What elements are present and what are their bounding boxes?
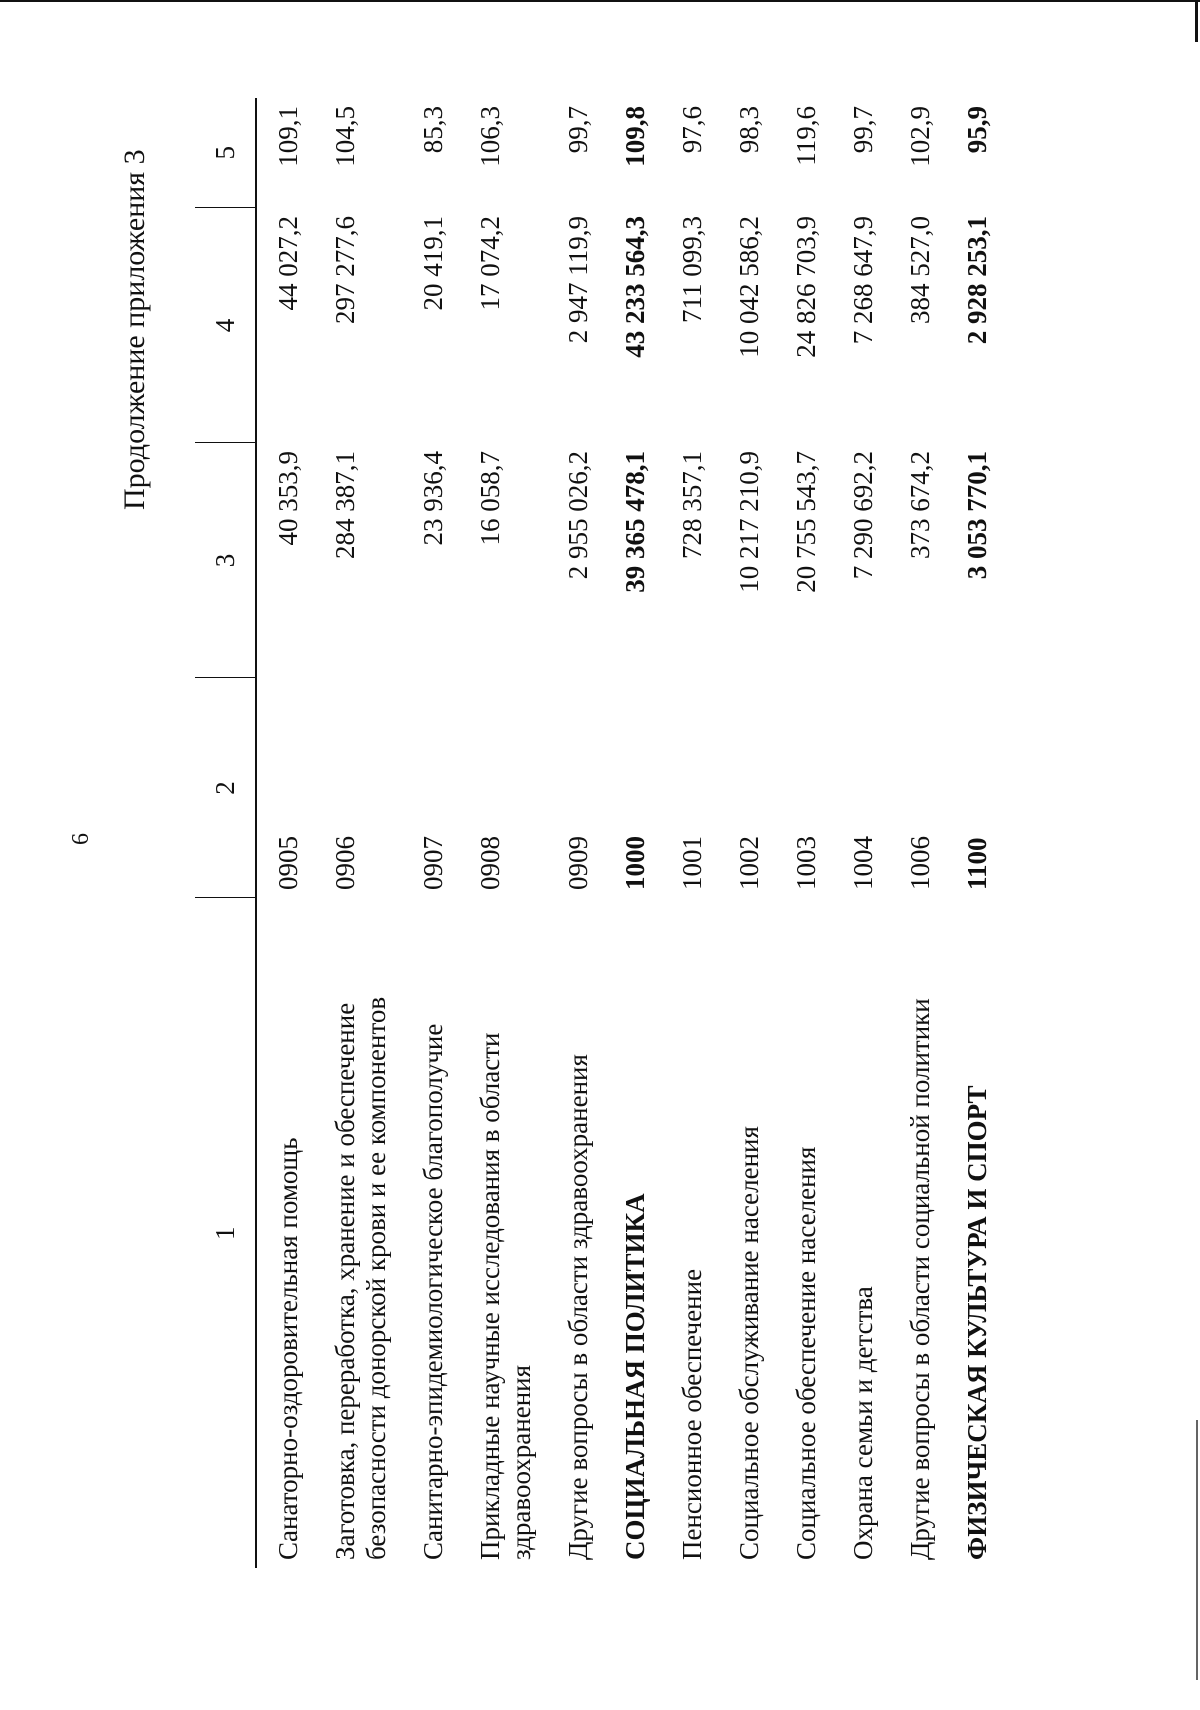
row-value-col4: 44 027,2 [273, 216, 303, 311]
row-value-col5: 109,8 [620, 106, 650, 167]
row-code: 1000 [620, 836, 650, 890]
row-name: Заготовка, переработка, хранение и обеспечение безопасности донорской крови и ее компонентов [330, 996, 391, 1560]
table-row [314, 98, 402, 1568]
row-value-col5: 99,7 [563, 106, 593, 154]
row-name: Другие вопросы в области социальной политики [905, 998, 935, 1560]
row-code: 0908 [475, 836, 505, 890]
row-code: 1100 [962, 837, 992, 890]
row-value-col4: 711 099,3 [677, 216, 707, 323]
row-value-col5: 119,6 [791, 106, 821, 166]
row-code: 1003 [791, 836, 821, 890]
row-value-col3: 2 955 026,2 [563, 451, 593, 580]
row-value-col4: 10 042 586,2 [734, 216, 764, 358]
row-name: СОЦИАЛЬНАЯ ПОЛИТИКА [620, 1193, 650, 1560]
row-value-col3: 284 387,1 [330, 451, 360, 559]
row-value-col4: 297 277,6 [330, 216, 360, 324]
row-code: 1006 [905, 836, 935, 890]
continuation-caption: Продолжение приложения 3 [118, 149, 151, 510]
row-name: Пенсионное обеспечение [677, 1268, 707, 1560]
row-name: Санитарно-эпидемиологическое благополучие [418, 1023, 448, 1560]
row-code: 0907 [418, 836, 448, 890]
table-row [604, 98, 661, 1568]
row-value-col3: 728 357,1 [677, 451, 707, 559]
row-value-col4: 24 826 703,9 [791, 216, 821, 358]
row-value-col4: 43 233 564,3 [620, 216, 650, 358]
header-row [195, 98, 256, 1568]
table-body [256, 98, 1003, 1568]
row-value-col3: 7 290 692,2 [848, 451, 878, 580]
row-value-col5: 95,9 [962, 106, 992, 154]
row-code: 1004 [848, 836, 878, 890]
row-value-col5: 109,1 [273, 106, 303, 167]
row-value-col3: 23 936,4 [418, 451, 448, 546]
row-value-col5: 99,7 [848, 106, 878, 154]
row-value-col4: 2 947 119,9 [563, 216, 593, 344]
row-value-col4: 20 419,1 [418, 216, 448, 311]
row-name: Санаторно-оздоровительная помощь [273, 1137, 303, 1560]
row-value-col4: 384 527,0 [905, 216, 935, 324]
row-value-col5: 98,3 [734, 106, 764, 154]
row-value-col3: 10 217 210,9 [734, 451, 764, 593]
row-name: Социальное обслуживание населения [734, 1126, 764, 1560]
row-name: Другие вопросы в области здравоохранения [563, 1054, 593, 1560]
row-code: 1001 [677, 836, 707, 890]
row-code: 0909 [563, 836, 593, 890]
row-value-col5: 97,6 [677, 106, 707, 154]
row-code: 0906 [330, 836, 360, 890]
table-row [402, 98, 459, 1568]
row-value-col3: 39 365 478,1 [620, 451, 650, 593]
table-row [946, 98, 1003, 1568]
header-col-5: 5 [195, 98, 256, 208]
row-name: Социальное обеспечение населения [791, 1146, 821, 1560]
row-value-col5: 85,3 [418, 106, 448, 154]
table-row [547, 98, 604, 1568]
row-code: 1002 [734, 836, 764, 890]
appendix-table [195, 98, 1003, 1568]
row-value-col4: 7 268 647,9 [848, 216, 878, 345]
row-value-col5: 106,3 [475, 106, 505, 167]
row-name: ФИЗИЧЕСКАЯ КУЛЬТУРА И СПОРТ [962, 1085, 992, 1560]
header-col-4: 4 [195, 208, 256, 443]
row-value-col3: 20 755 543,7 [791, 451, 821, 593]
row-value-col5: 102,9 [905, 106, 935, 167]
row-value-col3: 373 674,2 [905, 451, 935, 559]
row-value-col4: 17 074,2 [475, 216, 505, 311]
table-row [661, 98, 718, 1568]
table-row [459, 98, 547, 1568]
row-value-col3: 3 053 770,1 [962, 451, 992, 580]
row-value-col3: 40 353,9 [273, 451, 303, 546]
table-row [256, 98, 314, 1568]
header-col-1: 1 [195, 898, 256, 1568]
page-number: 6 [68, 833, 94, 845]
row-name: Охрана семьи и детства [848, 1286, 878, 1560]
table-row [718, 98, 775, 1568]
header-col-3: 3 [195, 443, 256, 678]
table-row [832, 98, 889, 1568]
header-col-2: 2 [195, 678, 256, 898]
table-header [195, 98, 256, 1568]
row-value-col3: 16 058,7 [475, 451, 505, 546]
row-name: Прикладные научные исследования в области здравоохранения [475, 1032, 536, 1560]
row-value-col5: 104,5 [330, 106, 360, 167]
row-code: 0905 [273, 836, 303, 890]
table-row [889, 98, 946, 1568]
table-row [775, 98, 832, 1568]
row-value-col4: 2 928 253,1 [962, 216, 992, 345]
